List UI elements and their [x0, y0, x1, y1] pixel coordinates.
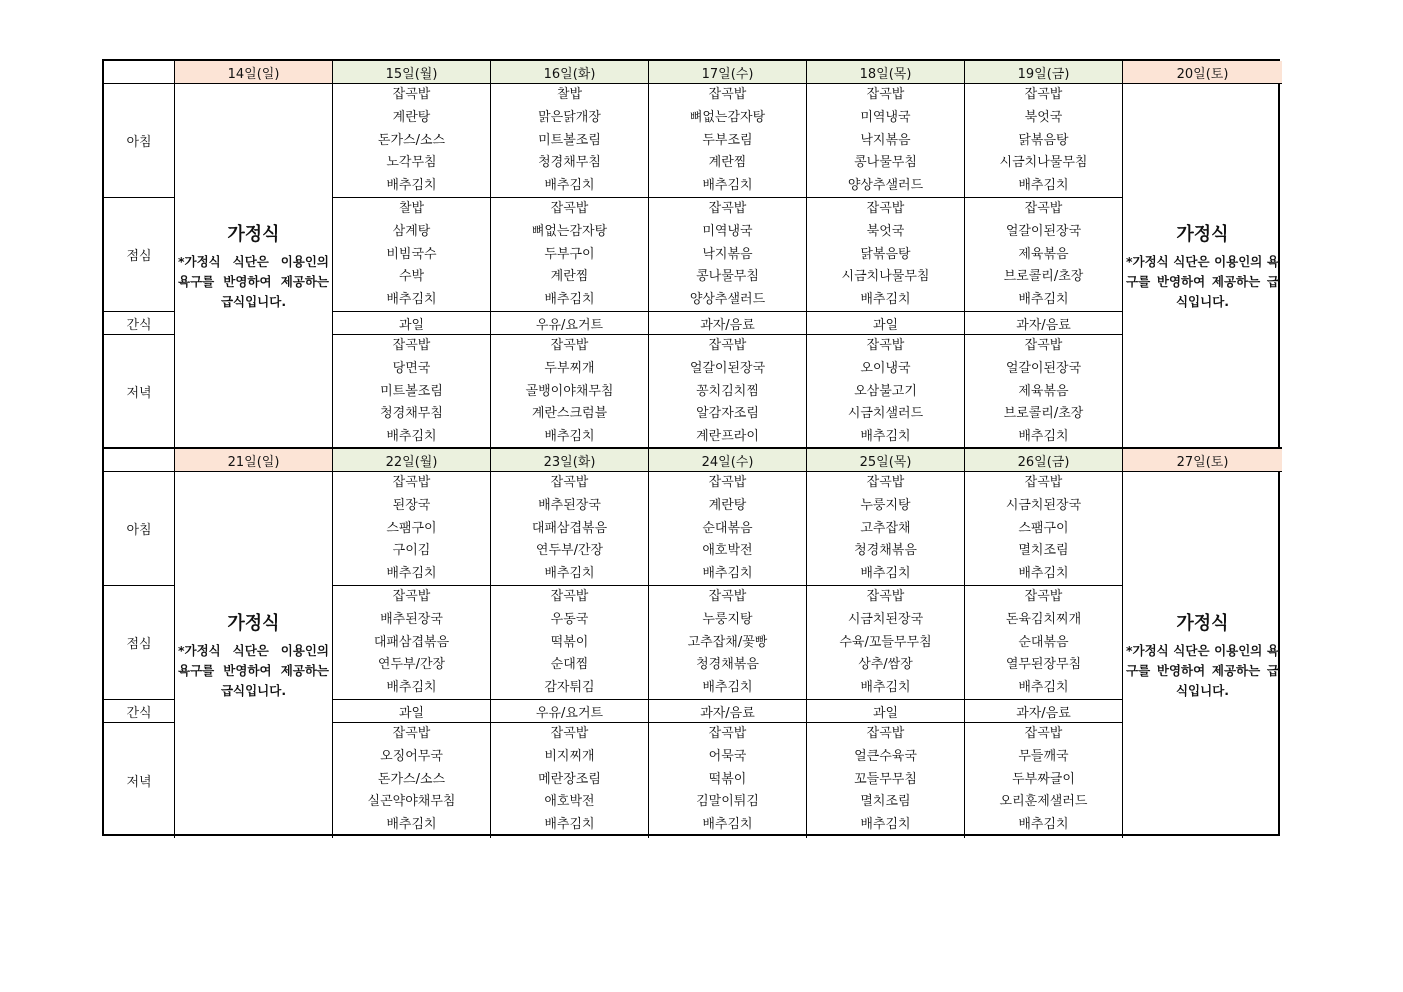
menu-item: 잡곡밥: [550, 338, 589, 353]
menu-item: 잡곡밥: [392, 338, 431, 353]
menu-item: 얼큰수육국: [854, 748, 917, 764]
menu-item: 비빔국수: [386, 246, 437, 262]
menu-item: 두부구이: [544, 246, 595, 262]
menu-item: 두부찌개: [544, 360, 595, 376]
menu-cell-lunch: [807, 198, 965, 312]
date-header-weekday: 18일(목): [807, 61, 965, 84]
menu-item: 김말이튀김: [696, 794, 759, 810]
menu-item: 배추김치: [1018, 429, 1069, 445]
menu-cell-dinner: [807, 723, 965, 838]
menu-item: 배추김치: [1018, 292, 1069, 308]
menu-item: 낙지볶음: [702, 246, 753, 262]
menu-cell-breakfast: [491, 84, 649, 198]
menu-item: 잡곡밥: [1024, 589, 1063, 604]
menu-item: 배추김치: [860, 817, 911, 833]
date-header-weekday: 22일(월): [333, 449, 491, 472]
menu-item: 잡곡밥: [708, 87, 747, 102]
menu-cell-breakfast: [965, 472, 1123, 586]
menu-item: 제육볶음: [1018, 246, 1069, 262]
home-meal-note: *가정식 식단은 이용인의 욕구를 반영하여 제공하는 급식입니다.: [1126, 643, 1279, 698]
menu-cell-snack: 과자/음료: [965, 312, 1123, 335]
menu-item: 미트볼조림: [538, 132, 601, 148]
menu-item: 구이김: [392, 543, 431, 559]
menu-item: 돈가스/소스: [377, 132, 446, 148]
menu-item: 배추김치: [386, 178, 437, 194]
menu-cell-dinner: [649, 335, 807, 449]
menu-item: 낙지볶음: [860, 132, 911, 148]
menu-cell-breakfast: [965, 84, 1123, 198]
menu-item: 계란스크럼블: [531, 406, 608, 422]
menu-cell-breakfast: [491, 472, 649, 586]
menu-item: 시금치나물무침: [999, 155, 1088, 171]
menu-item: 잡곡밥: [550, 726, 589, 741]
menu-item: 순대볶음: [1018, 634, 1069, 650]
menu-item: 잡곡밥: [392, 726, 431, 741]
menu-item: 북엇국: [1024, 109, 1063, 125]
menu-item: 어묵국: [708, 748, 747, 764]
menu-item: 배추김치: [1018, 178, 1069, 194]
home-meal-title: 가정식: [227, 613, 280, 634]
menu-cell-snack: 과일: [333, 312, 491, 335]
menu-item: 두부조림: [702, 132, 753, 148]
menu-item: 감자튀김: [544, 680, 595, 696]
menu-cell-dinner: [965, 335, 1123, 449]
menu-item: 메란장조림: [538, 771, 601, 787]
menu-item: 수육/꼬들무무침: [839, 634, 932, 650]
menu-cell-breakfast: [333, 84, 491, 198]
menu-cell-lunch: [965, 586, 1123, 700]
home-meal-block-saturday: [1123, 472, 1282, 838]
menu-item: 배추된장국: [538, 497, 601, 513]
menu-item: 배추김치: [544, 566, 595, 582]
home-meal-block-saturday: [1123, 84, 1282, 449]
menu-item: 배추김치: [860, 429, 911, 445]
menu-item: 배추김치: [544, 292, 595, 308]
menu-item: 삼계탕: [392, 223, 431, 239]
menu-cell-lunch: [333, 198, 491, 312]
menu-item: 미역냉국: [860, 109, 911, 125]
home-meal-title: 가정식: [227, 223, 280, 245]
menu-item: 배추된장국: [380, 611, 443, 627]
menu-item: 잡곡밥: [392, 87, 431, 102]
menu-item: 꽁치김치찜: [696, 383, 759, 399]
menu-item: 배추김치: [386, 429, 437, 445]
menu-item: 제육볶음: [1018, 383, 1069, 399]
menu-item: 순대볶음: [702, 520, 753, 536]
menu-item: 배추김치: [386, 680, 437, 696]
meal-label-lunch: 점심: [104, 198, 175, 312]
menu-item: 잡곡밥: [1024, 201, 1063, 216]
home-meal-block-sunday: [175, 472, 333, 838]
menu-item: 배추김치: [544, 817, 595, 833]
menu-item: 계란프라이: [696, 429, 759, 445]
menu-item: 배추김치: [544, 178, 595, 194]
menu-item: 브로콜리/초장: [1003, 269, 1084, 285]
menu-item: 알감자조림: [696, 406, 759, 422]
menu-item: 꼬들무무침: [854, 771, 917, 787]
menu-item: 누룽지탕: [702, 611, 753, 627]
menu-cell-dinner: [491, 335, 649, 449]
menu-item: 계란찜: [708, 155, 747, 171]
menu-item: 얼갈이된장국: [1005, 223, 1082, 239]
menu-item: 배추김치: [544, 429, 595, 445]
menu-item: 시금치된장국: [1005, 497, 1082, 513]
menu-item: 미역냉국: [702, 223, 753, 239]
menu-item: 순대찜: [550, 657, 589, 673]
menu-item: 배추김치: [1018, 566, 1069, 582]
menu-item: 대패삼겹볶음: [531, 520, 608, 536]
date-header-saturday: 27일(토): [1123, 449, 1282, 472]
menu-cell-snack: 과일: [807, 312, 965, 335]
menu-item: 배추김치: [860, 566, 911, 582]
menu-cell-breakfast: [807, 84, 965, 198]
menu-item: 멸치조림: [860, 794, 911, 810]
menu-cell-lunch: [491, 198, 649, 312]
menu-cell-dinner: [807, 335, 965, 449]
menu-item: 콩나물무침: [696, 269, 759, 285]
menu-item: 오삼불고기: [854, 383, 917, 399]
menu-item: 스팸구이: [1018, 520, 1069, 536]
menu-item: 찰밥: [398, 201, 425, 216]
menu-cell-snack: 과일: [333, 700, 491, 723]
menu-item: 계란탕: [708, 497, 747, 513]
menu-cell-lunch: [491, 586, 649, 700]
menu-item: 배추김치: [386, 566, 437, 582]
menu-item: 찰밥: [556, 87, 583, 102]
menu-cell-lunch: [649, 586, 807, 700]
menu-item: 얼갈이된장국: [689, 360, 766, 376]
menu-item: 잡곡밥: [1024, 726, 1063, 741]
menu-item: 배추김치: [386, 817, 437, 833]
meal-label-dinner: 저녁: [104, 723, 175, 838]
menu-item: 배추김치: [702, 566, 753, 582]
menu-cell-snack: 과자/음료: [965, 700, 1123, 723]
menu-cell-snack: 과일: [807, 700, 965, 723]
menu-item: 북엇국: [866, 223, 905, 239]
menu-item: 스팸구이: [386, 520, 437, 536]
menu-item: 연두부/간장: [535, 543, 604, 559]
menu-item: 열무된장무침: [1005, 657, 1082, 673]
menu-item: 청경채무침: [380, 406, 443, 422]
menu-item: 청경채볶음: [696, 657, 759, 673]
home-meal-note: *가정식 식단은 이용인의 욕구를 반영하여 제공하는 급식입니다.: [178, 643, 329, 698]
menu-item: 오이냉국: [860, 360, 911, 376]
menu-item: 연두부/간장: [377, 657, 446, 673]
menu-item: 돈가스/소스: [377, 771, 446, 787]
menu-item: 잡곡밥: [866, 87, 905, 102]
header-corner: [104, 61, 175, 84]
menu-item: 배추김치: [702, 817, 753, 833]
menu-item: 오리훈제샐러드: [999, 794, 1088, 810]
menu-item: 양상추샐러드: [689, 292, 766, 308]
menu-item: 돈육김치찌개: [1005, 611, 1082, 627]
menu-item: 양상추샐러드: [847, 178, 924, 194]
menu-cell-dinner: [965, 723, 1123, 838]
menu-cell-breakfast: [807, 472, 965, 586]
menu-item: 콩나물무침: [854, 155, 917, 171]
date-header-saturday: 20일(토): [1123, 61, 1282, 84]
menu-item: 대패삼겹볶음: [373, 634, 450, 650]
menu-item: 잡곡밥: [1024, 87, 1063, 102]
menu-item: 애호박전: [544, 794, 595, 810]
menu-item: 뼈없는감자탕: [689, 109, 766, 125]
menu-item: 얼갈이된장국: [1005, 360, 1082, 376]
menu-item: 고추잡채/꽃빵: [687, 634, 768, 650]
date-header-weekday: 19일(금): [965, 61, 1123, 84]
menu-cell-dinner: [333, 723, 491, 838]
menu-item: 잡곡밥: [392, 475, 431, 490]
menu-item: 우동국: [550, 611, 589, 627]
menu-item: 잡곡밥: [1024, 338, 1063, 353]
menu-cell-dinner: [333, 335, 491, 449]
menu-cell-breakfast: [649, 472, 807, 586]
home-meal-title: 가정식: [1176, 223, 1229, 245]
menu-item: 잡곡밥: [550, 589, 589, 604]
menu-item: 두부짜글이: [1012, 771, 1075, 787]
menu-item: 배추김치: [1018, 680, 1069, 696]
menu-item: 배추김치: [860, 292, 911, 308]
home-meal-title: 가정식: [1176, 613, 1229, 634]
menu-item: 멸치조림: [1018, 543, 1069, 559]
date-header-weekday: 15일(월): [333, 61, 491, 84]
menu-cell-dinner: [649, 723, 807, 838]
menu-item: 비지찌개: [544, 748, 595, 764]
date-header-weekday: 25일(목): [807, 449, 965, 472]
menu-cell-snack: 우유/요거트: [491, 700, 649, 723]
menu-item: 잡곡밥: [550, 201, 589, 216]
menu-item: 애호박전: [702, 543, 753, 559]
menu-item: 맑은닭개장: [538, 109, 601, 125]
date-header-sunday: 14일(일): [175, 61, 333, 84]
menu-cell-snack: 우유/요거트: [491, 312, 649, 335]
meal-label-lunch: 점심: [104, 586, 175, 700]
menu-cell-breakfast: [649, 84, 807, 198]
menu-item: 잡곡밥: [866, 201, 905, 216]
menu-item: 계란찜: [550, 269, 589, 285]
menu-item: 배추김치: [386, 292, 437, 308]
menu-item: 누룽지탕: [860, 497, 911, 513]
date-header-sunday: 21일(일): [175, 449, 333, 472]
menu-item: 잡곡밥: [866, 338, 905, 353]
meal-label-snack: 간식: [104, 312, 175, 335]
menu-item: 잡곡밥: [550, 475, 589, 490]
menu-cell-snack: 과자/음료: [649, 700, 807, 723]
date-header-weekday: 26일(금): [965, 449, 1123, 472]
meal-label-dinner: 저녁: [104, 335, 175, 449]
menu-item: 잡곡밥: [708, 589, 747, 604]
home-meal-note: *가정식 식단은 이용인의 욕구를 반영하여 제공하는 급식입니다.: [1126, 253, 1279, 309]
menu-cell-lunch: [807, 586, 965, 700]
menu-item: 배추김치: [702, 178, 753, 194]
menu-item: 떡볶이: [708, 771, 747, 787]
menu-item: 당면국: [392, 360, 431, 376]
menu-item: 잡곡밥: [708, 726, 747, 741]
menu-cell-lunch: [965, 198, 1123, 312]
menu-item: 잡곡밥: [392, 589, 431, 604]
menu-cell-lunch: [649, 198, 807, 312]
menu-item: 무들깨국: [1018, 748, 1069, 764]
menu-item: 닭볶음탕: [1018, 132, 1069, 148]
menu-item: 잡곡밥: [708, 338, 747, 353]
menu-item: 상추/쌈장: [858, 657, 913, 673]
menu-item: 골뱅이야채무침: [525, 383, 614, 399]
menu-item: 잡곡밥: [866, 589, 905, 604]
menu-item: 배추김치: [1018, 817, 1069, 833]
home-meal-block-sunday: [175, 84, 333, 449]
weekly-menu-table: [102, 59, 1280, 836]
menu-item: 실곤약야채무침: [367, 794, 456, 810]
menu-item: 계란탕: [392, 109, 431, 125]
menu-cell-dinner: [491, 723, 649, 838]
meal-label-breakfast: 아침: [104, 84, 175, 198]
menu-cell-breakfast: [333, 472, 491, 586]
menu-cell-lunch: [333, 586, 491, 700]
menu-item: 배추김치: [702, 680, 753, 696]
menu-item: 시금치된장국: [847, 611, 924, 627]
menu-item: 청경채무침: [538, 155, 601, 171]
menu-item: 고추잡채: [860, 520, 911, 536]
meal-label-snack: 간식: [104, 700, 175, 723]
menu-item: 잡곡밥: [708, 201, 747, 216]
menu-item: 노각무침: [386, 155, 437, 171]
menu-item: 떡볶이: [550, 634, 589, 650]
menu-item: 배추김치: [860, 680, 911, 696]
meal-label-breakfast: 아침: [104, 472, 175, 586]
menu-item: 잡곡밥: [708, 475, 747, 490]
menu-item: 미트볼조림: [380, 383, 443, 399]
menu-item: 시금치나물무침: [841, 269, 930, 285]
menu-item: 잡곡밥: [866, 475, 905, 490]
header-corner: [104, 449, 175, 472]
menu-item: 잡곡밥: [866, 726, 905, 741]
home-meal-note: *가정식 식단은 이용인의 욕구를 반영하여 제공하는 급식입니다.: [178, 253, 329, 309]
menu-cell-snack: 과자/음료: [649, 312, 807, 335]
date-header-weekday: 23일(화): [491, 449, 649, 472]
menu-item: 수박: [398, 269, 425, 285]
date-header-weekday: 16일(화): [491, 61, 649, 84]
menu-item: 닭볶음탕: [860, 246, 911, 262]
menu-item: 시금치샐러드: [847, 406, 924, 422]
menu-item: 된장국: [392, 497, 431, 513]
menu-item: 청경채볶음: [854, 543, 917, 559]
menu-item: 뼈없는감자탕: [531, 223, 608, 239]
menu-item: 오징어무국: [380, 748, 443, 764]
date-header-weekday: 17일(수): [649, 61, 807, 84]
menu-item: 브로콜리/초장: [1003, 406, 1084, 422]
date-header-weekday: 24일(수): [649, 449, 807, 472]
menu-item: 잡곡밥: [1024, 475, 1063, 490]
